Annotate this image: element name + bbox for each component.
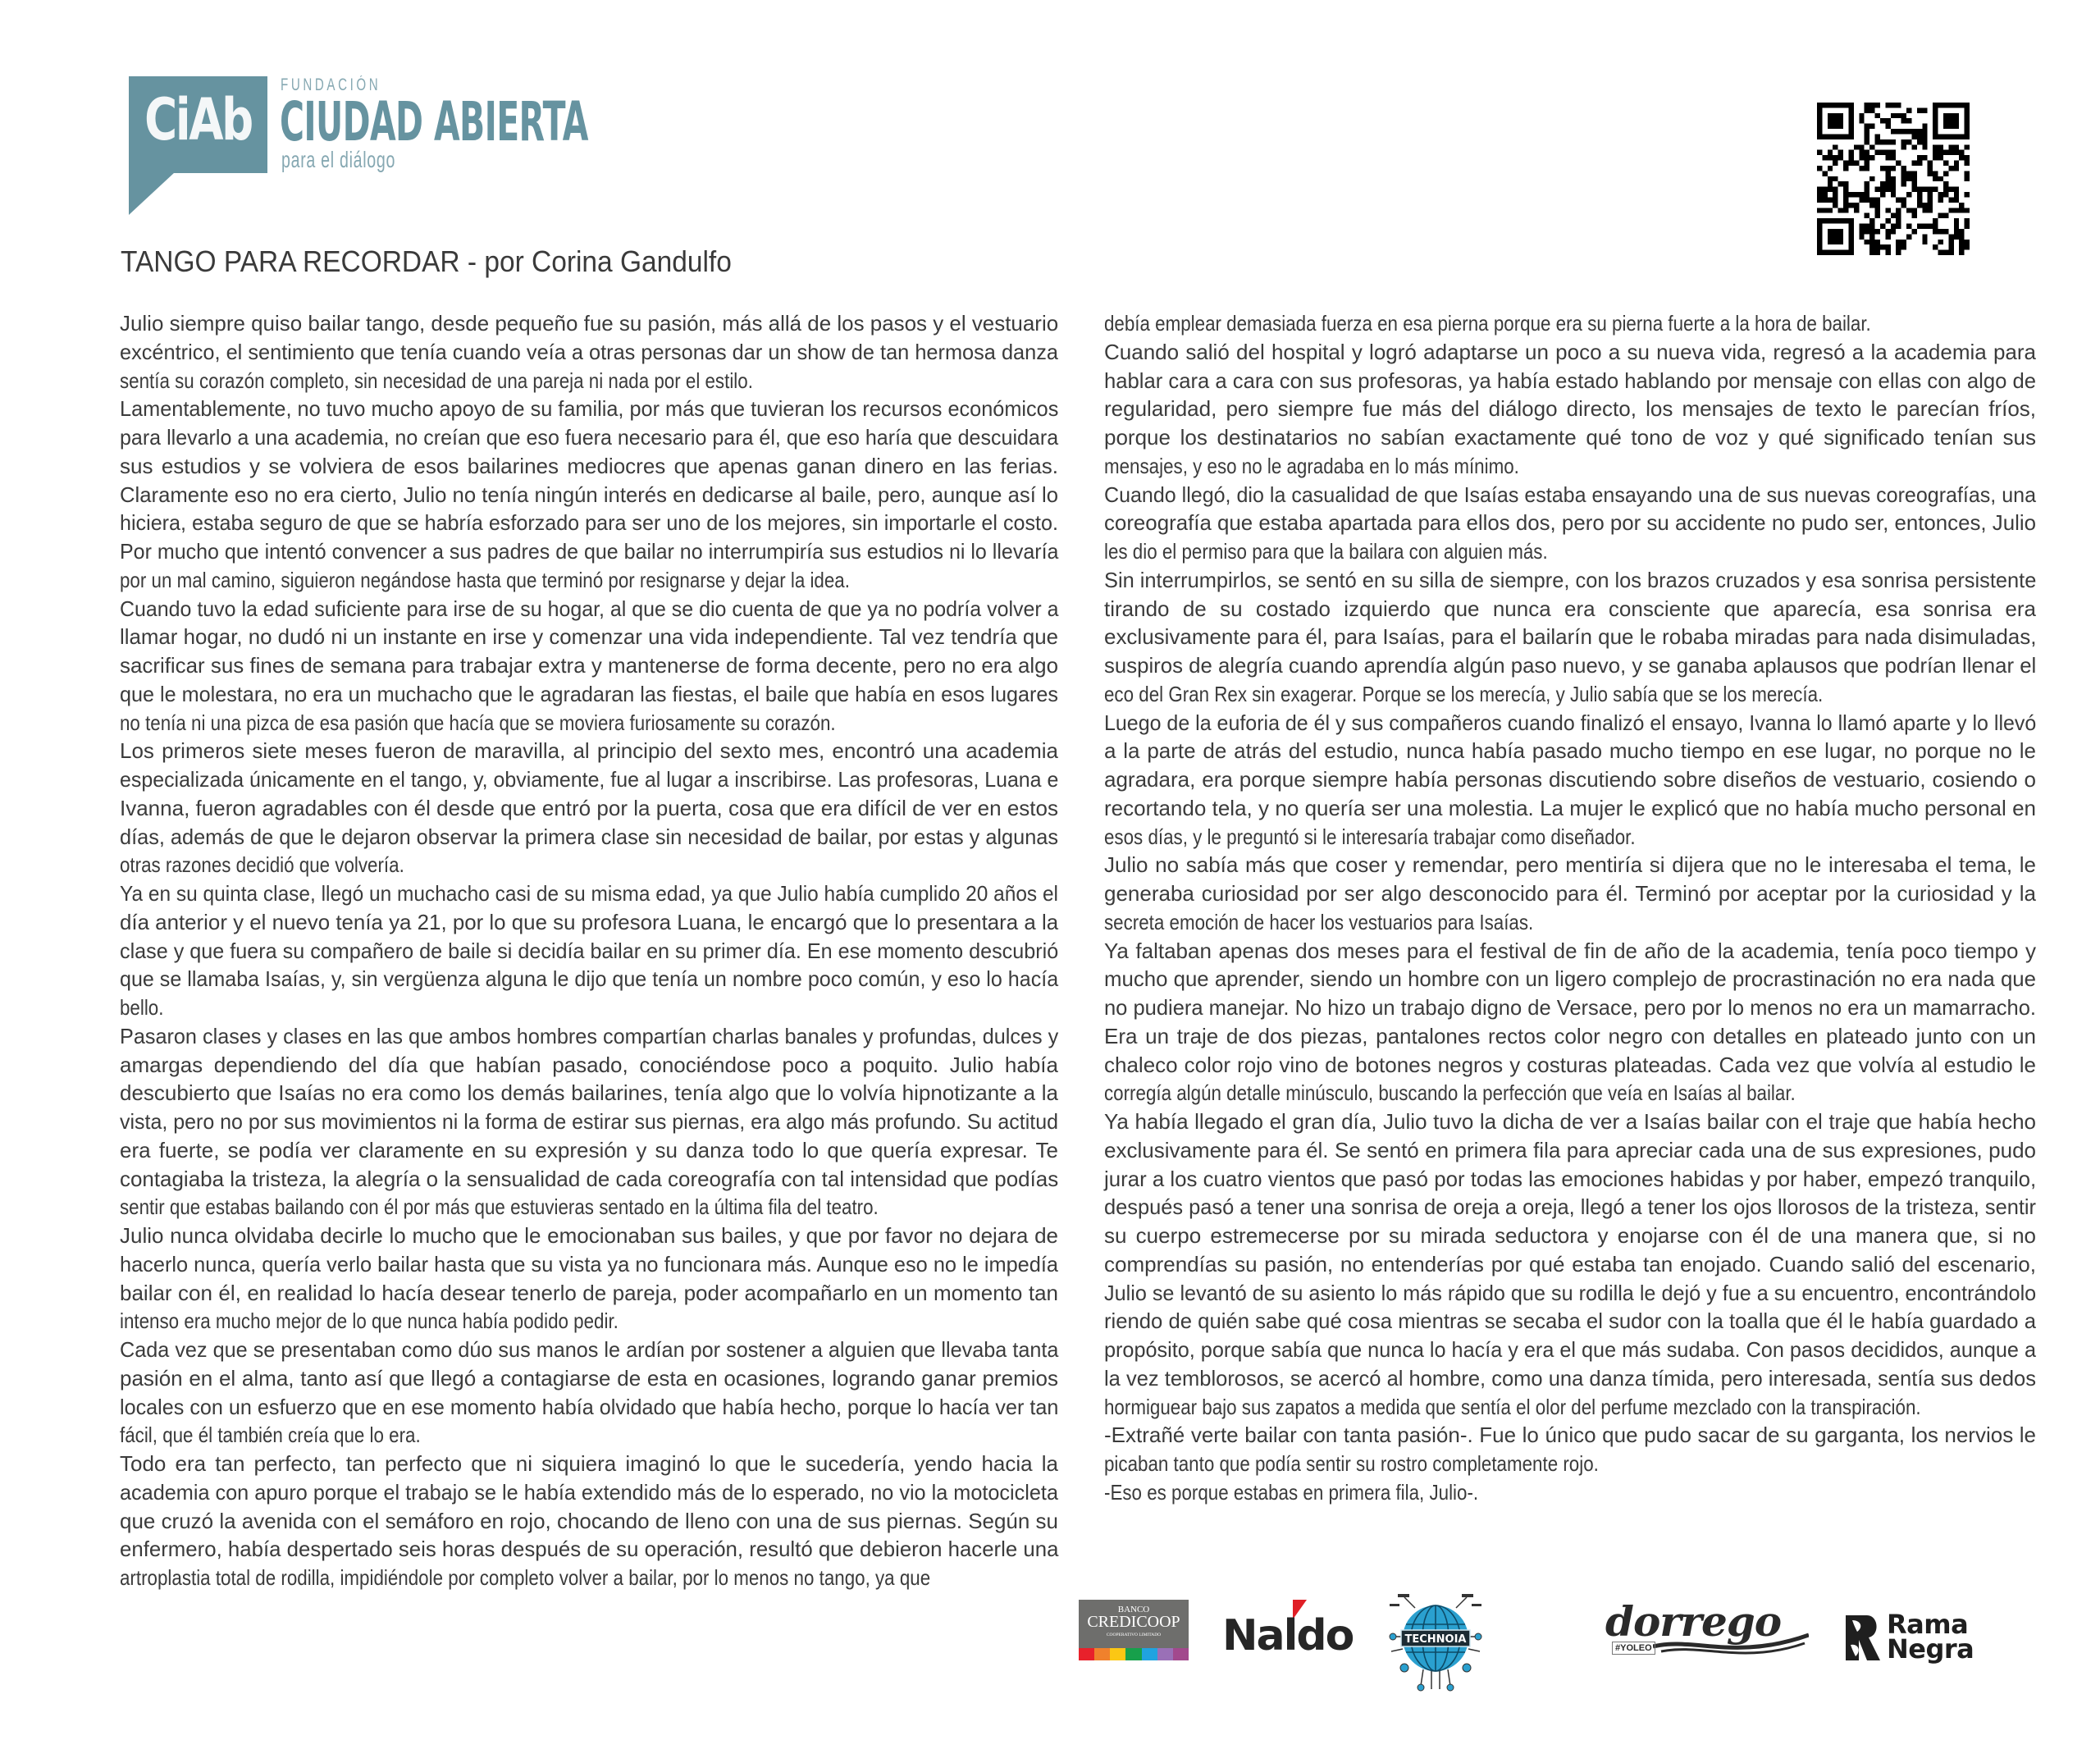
story-line: pasión en el alma, tanto así que llegó a contagiarse de esta en ocasiones, logrando ganar premios: [120, 1365, 1058, 1391]
story-line: jurar a los cuatro vientos que pasó por todas las emociones habidas y por haber, empezó tranquilo,: [1104, 1166, 2037, 1191]
story-line: descubierto que Isaías no era como los demás bailarines, tenía algo que lo volvía hipnotizante a la: [120, 1080, 1058, 1106]
story-line: esos días, y le preguntó si le interesaría trabajar como diseñador.: [1104, 824, 1636, 849]
story-line: llamar hogar, no dudó ni un instante en irse y comenzar una vida independiente. Tal vez tendría que: [120, 624, 1059, 650]
story-line: suspiros de alegría cuando aprendía algún paso nuevo, y se ganaba aplausos que podrían llenar el: [1104, 653, 2037, 678]
sponsor-technoia-logo: [1386, 1587, 1485, 1694]
story-line: academia con apuro porque el trabajo se le había extendido más de lo esperado, no vio la motocicleta: [120, 1479, 1058, 1505]
credicoop-rainbow-stripes: [1079, 1648, 1189, 1660]
story-line: les dio el permiso para que la bailara con alguien más.: [1104, 539, 1548, 564]
logo-tagline: para el diálogo: [281, 147, 396, 172]
story-left-column: [120, 309, 1058, 1592]
story-line: Sin interrumpirlos, se sentó en su silla de siempre, con los brazos cruzados y esa sonrisa persistente: [1104, 567, 2037, 592]
rama-negra-r-leaf-icon: [1846, 1615, 1880, 1660]
story-line: chaleco color rojo vino de botones negros y costuras plateadas. Cada vez que volvía al estudio le: [1104, 1052, 2036, 1077]
story-line: que se llamaba Isaías, y, sin vergüenza alguna le dijo que tenía un nombre poco común, y eso lo hacía: [120, 966, 1059, 992]
story-line: picaban tanto que podía sentir su rostro completamente rojo.: [1104, 1451, 1599, 1476]
story-line: no tenía ni una pizca de esa pasión que hacía que se moviera furiosamente su corazón.: [120, 710, 836, 735]
story-line: hiciera, estaba seguro de que se habría esforzado para ser uno de los mejores, sin importarle el costo.: [120, 510, 1058, 536]
story-line: riendo de quién sabe qué cosa mientras se secaba el sudor con la toalla que él le había guardado a: [1104, 1308, 2036, 1334]
logo-pre-title: FUNDACIÓN: [281, 75, 381, 94]
story-line: que le molestara, no era un muchacho que le agradaran las fiestas, el baile que había en esos lugares: [120, 681, 1058, 706]
story-line: porque los destinatarios no sabían exactamente qué tono de voz y qué significado tenían sus: [1104, 425, 2036, 450]
story-line: Cuando salió del hospital y logró adaptarse un poco a su nueva vida, regresó a la academia para: [1104, 339, 2036, 364]
story-line: hacerlo nunca, quería verlo bailar hasta que su vista ya no funcionara más. Aunque eso no le impedía: [120, 1251, 1058, 1276]
sponsor-dorrego-logo: [1604, 1597, 1809, 1669]
credicoop-stripe: [1157, 1648, 1173, 1660]
story-line: tirando de su costado izquierdo que nunca era consciente que aparecía, esa sonrisa era: [1104, 596, 2036, 621]
credicoop-stripe: [1125, 1648, 1141, 1660]
story-line: coreografía que estaba apartada para ellos dos, pero por su accidente no pudo ser, entonces, Julio: [1104, 510, 2036, 536]
story-line: Todo era tan perfecto, tan perfecto que ni siquiera imaginó lo que le sucedería, yendo hacia la: [120, 1451, 1058, 1476]
story-line: sentir que estabas bailando con él por más que estuvieras sentado en la última fila del teatro.: [120, 1194, 879, 1220]
technoia-drone-icons: [1390, 1594, 1481, 1606]
story-line: exclusivamente para él. Se sentó en primera fila para apreciar cada una de sus expresiones, pudo: [1104, 1137, 2036, 1162]
story-line: propósito, porque sabía que nunca lo hacía y era el que más sudaba. Con pasos decididos, aunque a: [1104, 1337, 2036, 1362]
dorrego-swoosh-icon: [1653, 1628, 1809, 1661]
sponsor-rama-negra-logo: [1846, 1609, 2010, 1669]
story-line: fácil, que él también creía que lo era.: [120, 1423, 421, 1448]
credicoop-line3: COOPERATIVO LIMITADO: [1106, 1633, 1162, 1637]
story-line: mucho que aprender, siendo un hombre con un ligero complejo de procrastinación no era nada que: [1104, 966, 2036, 992]
story-line: excéntrico, el sentimiento que tenía cuando veía a otras personas dar un show de tan hermosa danza: [120, 339, 1058, 364]
story-line: Era un traje de dos piezas, pantalones rectos color negro con detalles en plateado junto con un: [1104, 1023, 2036, 1048]
story-line: Julio no sabía más que coser y remendar, pero mentiría si dijera que no le interesaba el tema, le: [1104, 852, 2036, 878]
technoia-label: TECHNOIA: [1404, 1633, 1467, 1646]
naldo-wordmark: Naldo: [1222, 1611, 1354, 1660]
story-line: exclusivamente para él, para Isaías, para el bailarín que le robaba miradas para nada disimuladas,: [1104, 624, 2037, 650]
credicoop-stripe: [1142, 1648, 1157, 1660]
story-line: mensajes, y eso no le agradaba en lo más mínimo.: [1104, 453, 1519, 478]
story-line: Julio siempre quiso bailar tango, desde pequeño fue su pasión, más allá de los pasos y el vestuario: [120, 311, 1059, 336]
logo-mark: CiAb: [144, 86, 252, 153]
story-line: hormiguear bajo sus zapatos a medida que sentía el olor del perfume mezclado con la transpiración.: [1104, 1394, 1921, 1419]
story-line: su cuerpo estremecerse por su mirada seductora y enojarse con él de una manera que, si no: [1104, 1223, 2036, 1248]
story-line: -Extrañé verte bailar con tanta pasión-. Fue lo único que pudo sacar de su garganta, los nervios le: [1104, 1423, 2036, 1448]
story-line: Ya faltaban apenas dos meses para el festival de fin de año de la academia, tenía poco tiempo y: [1104, 938, 2036, 963]
story-line: locales con un esfuerzo que en ese momento había olvidado que había hecho, porque lo hacía ver tan: [120, 1394, 1059, 1419]
story-line: era fuerte, se podía ver claramente en su expresión y su danza todo lo que quería expresar. Te: [120, 1137, 1058, 1162]
story-line: regularidad, pero siempre fue más del diálogo directo, los mensajes de texto le parecían fríos,: [1104, 396, 2036, 422]
story-line: generaba curiosidad por ser algo desconocido para él. Terminó por aceptar por la curiosidad y la: [1104, 881, 2036, 906]
sponsor-naldo-logo: [1222, 1600, 1354, 1661]
story-line: recortando tela, y no quería ser una molestia. La mujer le explicó que no había mucho personal en: [1104, 795, 2036, 820]
story-line: la vez temblorosos, se acercó al hombre, como una danza tímida, pero interesada, sentía sus dedos: [1104, 1365, 2036, 1391]
story-line: corregía algún detalle minúsculo, buscando la perfección que veía en Isaías al bailar.: [1104, 1080, 1796, 1106]
story-line: otras razones decidió que volvería.: [120, 852, 404, 878]
story-line: no pudiera manejar. No hizo un trabajo digno de Versace, pero por lo menos no era un mamarracho.: [1104, 995, 2036, 1020]
story-line: contagiaba la tristeza, la alegría o la sensualidad de cada coreografía con tal intensidad que podías: [120, 1166, 1059, 1191]
credicoop-stripe: [1110, 1648, 1125, 1660]
story-line: Lamentablemente, no tuvo mucho apoyo de su familia, por más que tuvieran los recursos económicos: [120, 396, 1059, 422]
story-line: Luego de la euforia de él y sus compañeros cuando finalizó el ensayo, Ivanna lo llamó aparte y lo llevó: [1104, 710, 2037, 735]
credicoop-stripe: [1173, 1648, 1189, 1660]
rama-negra-line1: Rama: [1887, 1609, 1969, 1640]
fundacion-ciudad-abierta-logo: [129, 75, 588, 219]
story-line: comprendías su pasión, no entenderías por qué estaba tan enojado. Cuando salió del escenario,: [1104, 1251, 2036, 1276]
story-line: Por mucho que intentó convencer a sus padres de que bailar no interrumpiría sus estudios ni lo llevaría: [120, 539, 1059, 564]
sponsor-banco-credicoop-logo: [1079, 1600, 1189, 1660]
qr-code-icon[interactable]: [1817, 103, 1970, 255]
story-line: sus estudios y se volviera de esos bailarines mediocres que apenas ganan dinero en las ferias.: [120, 453, 1058, 478]
story-line: enfermero, había despertado seis horas después de su operación, resultó que debieron hacerle una: [120, 1537, 1059, 1562]
story-line: Pasaron clases y clases en las que ambos hombres compartían charlas banales y profundas, dulces y: [120, 1023, 1059, 1048]
credicoop-line2: CREDICOOP: [1087, 1613, 1180, 1631]
story-line: especializada únicamente en el tango, y, obviamente, fue al lugar a inscribirse. Las profesoras, Luana e: [120, 767, 1059, 792]
dorrego-yoleo-tag: #YOLEO: [1612, 1642, 1655, 1655]
story-line: secreta emoción de hacer los vestuarios para Isaías.: [1104, 909, 1534, 934]
story-line: clase y que fuera su compañero de baile si decidía bailar en su primer día. En ese momento descubrió: [120, 938, 1059, 963]
story-line: agradara, era porque siempre había personas discutiendo sobre diseños de vestuario, cosiendo o: [1104, 767, 2036, 792]
story-right-column: [1104, 309, 2036, 1507]
story-line: bello.: [120, 995, 164, 1020]
story-line: sentía su corazón completo, sin necesidad de una pareja ni nada por el estilo.: [120, 368, 753, 393]
credicoop-line1: BANCO: [1117, 1605, 1150, 1614]
story-line: Los primeros siete meses fueron de maravilla, al principio del sexto mes, encontró una academia: [120, 738, 1058, 764]
story-line: bailar con él, en realidad lo hacía desear tenerlo de pareja, poder acompañarlo en un momento tan: [120, 1280, 1058, 1305]
rama-negra-line2: Negra: [1887, 1633, 1974, 1665]
story-line: Ya en su quinta clase, llegó un muchacho casi de su misma edad, ya que Julio había cumplido 20 años el: [120, 881, 1058, 906]
story-line: vista, pero no por sus movimientos ni la forma de estirar sus piernas, era algo más profundo. Su actitud: [120, 1109, 1058, 1134]
story-line: -Eso es porque estabas en primera fila, Julio-.: [1104, 1479, 1479, 1505]
story-line: para llevarlo a una academia, no creían que eso fuera necesario para él, que eso haría que descuidara: [120, 425, 1059, 450]
story-line: Cada vez que se presentaban como dúo sus manos le ardían por sostener a alguien que llevaba tanta: [120, 1337, 1059, 1362]
story-line: hablar cara a cara con sus profesoras, ya había estado hablando por mensaje con ellas con algo de: [1104, 368, 2036, 393]
story-line: artroplastia total de rodilla, impidiéndole por completo volver a bailar, por lo menos no tango, ya que: [120, 1565, 931, 1590]
story-line: Julio se levantó de su asiento lo más rápido que su rodilla le dejó y fue a su encuentro, encontrándolo: [1104, 1280, 2037, 1305]
story-line: Julio nunca olvidaba decirle lo mucho que le emocionaban sus bailes, y que por favor no dejara de: [120, 1223, 1058, 1248]
story-line: intenso era mucho mejor de lo que nunca había podido pedir.: [120, 1308, 619, 1334]
logo-name: CIUDAD ABIERTA: [280, 90, 588, 153]
logo-bubble-tail: [129, 172, 175, 215]
credicoop-stripe: [1094, 1648, 1110, 1660]
story-line: Ya había llegado el gran día, Julio tuvo la dicha de ver a Isaías bailar con el traje que había hecho: [1104, 1109, 2036, 1134]
dorrego-wordmark: dorrego: [1605, 1597, 1782, 1646]
story-line: Cuando llegó, dio la casualidad de que Isaías estaba ensayando una de sus nuevas coreografías, una: [1104, 482, 2036, 507]
story-line: amargas dependiendo del día que habían pasado, conociéndose poco a poquito. Julio había: [120, 1052, 1058, 1077]
story-line: Claramente eso no era cierto, Julio no tenía ningún interés en dedicarse al baile, pero, aunque así lo: [120, 482, 1058, 507]
story-line: Ivanna, fueron agradables con él desde que entró por la puerta, cosa que era difícil de ver en estos: [120, 795, 1058, 820]
story-line: por un mal camino, siguieron negándose hasta que terminó por resignarse y dejar la idea.: [120, 567, 850, 592]
story-line: Cuando tuvo la edad suficiente para irse de su hogar, al que se dio cuenta de que ya no podría volver a: [120, 596, 1059, 621]
credicoop-stripe: [1079, 1648, 1094, 1660]
story-line: eco del Gran Rex sin exagerar. Porque se los merecía, y Julio sabía que se los merecía.: [1104, 681, 1824, 706]
story-line: día anterior y el nuevo tenía ya 21, por lo que su profesora Luana, le encargó que lo presentara a la: [120, 909, 1059, 934]
story-line: que cruzó la avenida con el semáforo en rojo, chocando de lleno con una de sus piernas. Según su: [120, 1508, 1058, 1533]
story-line: a la parte de atrás del estudio, nunca había pasado mucho tiempo en ese lugar, no porque no le: [1104, 738, 2036, 764]
page-title: TANGO PARA RECORDAR - por Corina Gandulfo: [121, 244, 732, 278]
story-line: debía emplear demasiada fuerza en esa pierna porque era su pierna fuerte a la hora de bailar.: [1104, 311, 1871, 336]
story-line: días, además de que le dejaron observar la primera clase sin necesidad de bailar, por estas y algunas: [120, 824, 1059, 849]
story-line: sacrificar sus fines de semana para trabajar extra y mantenerse de forma decente, pero no era algo: [120, 653, 1058, 678]
story-line: después pasó a tener una sonrisa de oreja a oreja, llegó a tener los ojos llorosos de la tristeza, sentir: [1104, 1194, 2037, 1220]
